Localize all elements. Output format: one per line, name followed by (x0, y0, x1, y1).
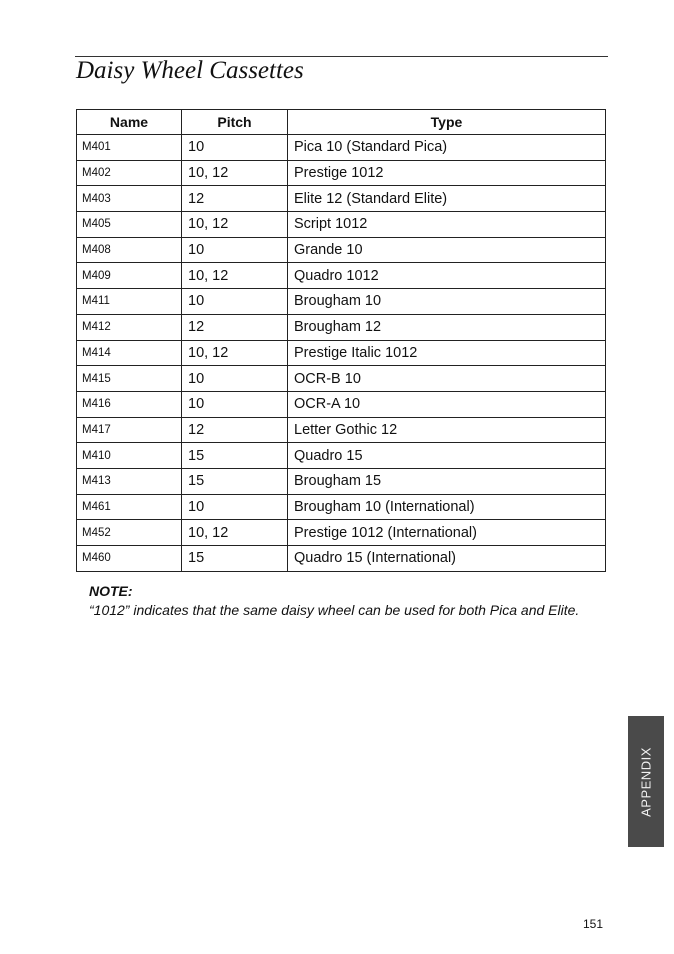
table-row (77, 443, 606, 469)
cell-name: M409 (77, 263, 182, 289)
cell-type: Brougham 12 (288, 314, 606, 340)
cell-type: Script 1012 (288, 212, 606, 238)
cell-name: M411 (77, 289, 182, 315)
table-header-row (77, 110, 606, 135)
page-number: 151 (583, 917, 604, 931)
cell-name: M410 (77, 443, 182, 469)
header-pitch: Pitch (182, 110, 288, 135)
table-row (77, 468, 606, 494)
cell-pitch: 10 (182, 494, 288, 520)
cell-name: M402 (77, 160, 182, 186)
table-row (77, 237, 606, 263)
cell-type: Pica 10 (Standard Pica) (288, 135, 606, 161)
table-row (77, 186, 606, 212)
cell-pitch: 10, 12 (182, 212, 288, 238)
cell-name: M403 (77, 186, 182, 212)
cell-name: M401 (77, 135, 182, 161)
appendix-tab-label: APPENDIX (638, 746, 654, 817)
appendix-tab (628, 716, 664, 847)
table-row (77, 135, 606, 161)
cell-name: M413 (77, 468, 182, 494)
cell-pitch: 15 (182, 546, 288, 572)
table-row (77, 160, 606, 186)
cell-pitch: 10, 12 (182, 340, 288, 366)
cell-name: M412 (77, 314, 182, 340)
cell-name: M452 (77, 520, 182, 546)
cell-pitch: 12 (182, 314, 288, 340)
cell-type: Brougham 15 (288, 468, 606, 494)
cassette-table (76, 109, 606, 572)
table-row (77, 289, 606, 315)
cell-name: M408 (77, 237, 182, 263)
cell-type: Elite 12 (Standard Elite) (288, 186, 606, 212)
table-row (77, 520, 606, 546)
cell-type: Quadro 1012 (288, 263, 606, 289)
cell-pitch: 12 (182, 186, 288, 212)
note-label: NOTE: (89, 583, 133, 599)
cell-pitch: 15 (182, 468, 288, 494)
cell-pitch: 12 (182, 417, 288, 443)
table-row (77, 340, 606, 366)
cell-pitch: 10 (182, 135, 288, 161)
cell-type: Quadro 15 (288, 443, 606, 469)
cell-type: OCR-B 10 (288, 366, 606, 392)
cell-name: M415 (77, 366, 182, 392)
cell-name: M414 (77, 340, 182, 366)
cell-pitch: 10 (182, 289, 288, 315)
cell-name: M405 (77, 212, 182, 238)
cell-name: M417 (77, 417, 182, 443)
cell-pitch: 10, 12 (182, 263, 288, 289)
cell-type: Brougham 10 (288, 289, 606, 315)
cell-name: M461 (77, 494, 182, 520)
table-row (77, 314, 606, 340)
header-type: Type (288, 110, 606, 135)
table-row (77, 546, 606, 572)
cell-pitch: 15 (182, 443, 288, 469)
cell-type: Prestige 1012 (International) (288, 520, 606, 546)
table-row (77, 212, 606, 238)
cell-type: Quadro 15 (International) (288, 546, 606, 572)
cell-name: M460 (77, 546, 182, 572)
cell-pitch: 10 (182, 237, 288, 263)
table-row (77, 366, 606, 392)
cell-pitch: 10 (182, 366, 288, 392)
cell-type: Prestige Italic 1012 (288, 340, 606, 366)
cell-type: OCR-A 10 (288, 391, 606, 417)
header-name: Name (77, 110, 182, 135)
note-text: “1012” indicates that the same daisy wheel can be used for both Pica and Elite. (89, 602, 580, 618)
cell-name: M416 (77, 391, 182, 417)
table-row (77, 391, 606, 417)
cell-type: Prestige 1012 (288, 160, 606, 186)
cell-type: Letter Gothic 12 (288, 417, 606, 443)
table-row (77, 263, 606, 289)
page-title: Daisy Wheel Cassettes (76, 57, 304, 84)
cell-type: Grande 10 (288, 237, 606, 263)
table-row (77, 494, 606, 520)
table-row (77, 417, 606, 443)
cell-type: Brougham 10 (International) (288, 494, 606, 520)
cell-pitch: 10, 12 (182, 520, 288, 546)
cell-pitch: 10, 12 (182, 160, 288, 186)
cell-pitch: 10 (182, 391, 288, 417)
